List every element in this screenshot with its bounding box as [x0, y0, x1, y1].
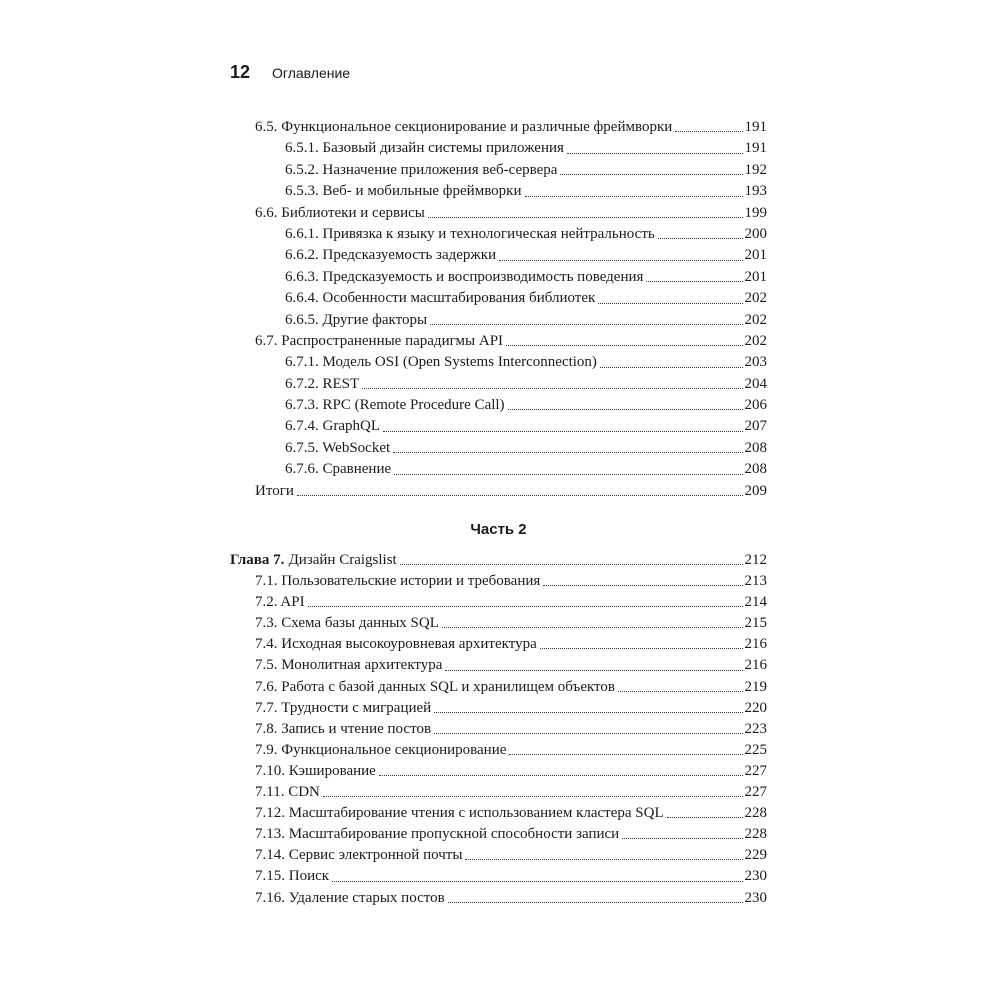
entry-text: 7.7. Трудности с миграцией: [255, 699, 432, 716]
toc-section-entry: [230, 613, 767, 634]
entry-page-number: 223: [744, 720, 767, 737]
entry-page-number: 201: [744, 247, 767, 264]
toc-subsection-entry: [230, 310, 767, 331]
toc-section-entry: [230, 845, 767, 866]
dot-leader: [525, 196, 743, 197]
entry-title: [255, 655, 442, 676]
entry-text: 6.5.3. Веб- и мобильные фреймворки: [285, 183, 522, 200]
entry-page-number: 191: [744, 140, 767, 157]
dot-leader: [445, 670, 742, 671]
entry-page-number: 225: [744, 741, 767, 758]
dot-leader: [383, 431, 743, 432]
toc-section-entry: [230, 866, 767, 887]
entry-page-number: 219: [744, 678, 767, 695]
entry-page-number: 202: [744, 332, 767, 349]
entry-title: [285, 160, 557, 181]
running-head: [230, 62, 350, 83]
entry-text: 6.7.5. WebSocket: [285, 439, 391, 456]
entry-page-number: 204: [744, 375, 767, 392]
entry-title: [285, 416, 380, 437]
toc-section-entry: [230, 203, 767, 224]
toc-section-entry: [230, 803, 767, 824]
toc-subsection-entry: [230, 352, 767, 373]
dot-leader: [567, 153, 743, 154]
entry-title: [255, 203, 425, 224]
entry-text: Итоги: [255, 482, 294, 499]
toc-subsection-entry: [230, 267, 767, 288]
entry-text: 6.7. Распространенные парадигмы API: [255, 332, 504, 349]
entry-title: [255, 740, 506, 761]
entry-text: 7.13. Масштабирование пропускной способности записи: [255, 826, 620, 843]
entry-text: 6.7.4. GraphQL: [285, 418, 380, 435]
entry-title: [255, 845, 462, 866]
entry-page-number: 229: [744, 847, 767, 864]
dot-leader: [499, 260, 742, 261]
entry-title: [285, 267, 643, 288]
dot-leader: [560, 174, 742, 175]
toc-subsection-entry: [230, 395, 767, 416]
entry-title: [285, 181, 522, 202]
dot-leader: [434, 733, 742, 734]
dot-leader: [332, 881, 742, 882]
dot-leader: [434, 712, 742, 713]
entry-text: 7.8. Запись и чтение постов: [255, 720, 432, 737]
toc-section-entry: [230, 761, 767, 782]
entry-page-number: 215: [744, 615, 767, 632]
entry-text: 7.6. Работа с базой данных SQL и хранилищем объектов: [255, 678, 615, 695]
entry-text: 7.10. Кэширование: [255, 762, 376, 779]
toc-section-entry: [230, 655, 767, 676]
entry-page-number: 203: [744, 354, 767, 371]
toc-section-entry: [230, 698, 767, 719]
entry-text: 6.7.1. Модель OSI (Open Systems Interconnection): [285, 354, 597, 371]
entry-title: [255, 677, 615, 698]
dot-leader: [442, 627, 743, 628]
dot-leader: [646, 281, 742, 282]
toc-subsection-entry: [230, 459, 767, 480]
entry-page-number: 208: [744, 439, 767, 456]
entry-page-number: 192: [744, 161, 767, 178]
entry-page-number: 230: [744, 889, 767, 906]
entry-page-number: 202: [744, 311, 767, 328]
toc-subsection-entry: [230, 181, 767, 202]
dot-leader: [540, 648, 743, 649]
entry-title: [285, 245, 496, 266]
toc-section-entry: [230, 634, 767, 655]
dot-leader: [598, 303, 742, 304]
entry-page-number: 220: [744, 699, 767, 716]
entry-text: 6.6.2. Предсказуемость задержки: [285, 247, 497, 264]
dot-leader: [658, 238, 743, 239]
part-heading: Часть 2: [470, 521, 527, 538]
entry-text: 7.14. Сервис электронной почты: [255, 847, 463, 864]
entry-title: [285, 288, 595, 309]
dot-leader: [543, 585, 742, 586]
toc-section-entry: [230, 719, 767, 740]
dot-leader: [622, 838, 742, 839]
entry-page-number: 200: [744, 225, 767, 242]
toc-subsection-entry: [230, 160, 767, 181]
entry-text: 7.11. CDN: [255, 784, 320, 801]
entry-title: [285, 395, 505, 416]
entry-page-number: 193: [744, 183, 767, 200]
entry-text: 7.4. Исходная высокоуровневая архитектура: [255, 636, 537, 653]
dot-leader: [506, 345, 742, 346]
entry-page-number: 213: [744, 573, 767, 590]
entry-title: [255, 613, 439, 634]
entry-title: [230, 550, 397, 571]
entry-text: 6.7.3. RPC (Remote Procedure Call): [285, 397, 505, 414]
toc-subsection-entry: [230, 416, 767, 437]
entry-text: 6.5.1. Базовый дизайн системы приложения: [285, 140, 564, 157]
dot-leader: [428, 217, 743, 218]
entry-title: [255, 782, 320, 803]
toc-section-entry: [230, 592, 767, 613]
entry-page-number: 227: [744, 762, 767, 779]
toc-section-entry: [230, 677, 767, 698]
entry-page-number: 209: [744, 482, 767, 499]
chapter-label: Глава 7.: [230, 552, 285, 568]
toc-subsection-entry: [230, 438, 767, 459]
entry-page-number: 228: [744, 826, 767, 843]
entry-title: [255, 698, 431, 719]
toc-section-entry: [230, 481, 767, 502]
entry-text: 7.5. Монолитная архитектура: [255, 657, 443, 674]
entry-text: 7.2. API: [255, 594, 305, 611]
toc-section-entry: [230, 740, 767, 761]
entry-text: 6.6.3. Предсказуемость и воспроизводимость поведения: [285, 268, 644, 285]
toc-subsection-entry: [230, 374, 767, 395]
entry-page-number: 202: [744, 290, 767, 307]
entry-page-number: 216: [744, 657, 767, 674]
toc-subsection-entry: [230, 245, 767, 266]
toc-subsection-entry: [230, 224, 767, 245]
entry-title: [255, 481, 294, 502]
dot-leader: [618, 691, 743, 692]
entry-title: [255, 331, 503, 352]
entry-text: 6.7.2. REST: [285, 375, 360, 392]
page-number: 12: [230, 62, 251, 82]
entry-page-number: 207: [744, 418, 767, 435]
toc-part-1-list: [230, 117, 767, 502]
entry-title: [285, 138, 564, 159]
toc-section-entry: [230, 824, 767, 845]
toc-chapter-entry: [230, 550, 767, 571]
dot-leader: [393, 452, 742, 453]
dot-leader: [362, 388, 742, 389]
entry-page-number: 199: [744, 204, 767, 221]
entry-text: 7.9. Функциональное секционирование: [255, 741, 507, 758]
entry-text: 7.12. Масштабирование чтения с использованием кластера SQL: [255, 805, 664, 822]
toc-section-entry: [230, 571, 767, 592]
toc-subsection-entry: [230, 138, 767, 159]
toc-section-entry: [230, 782, 767, 803]
dot-leader: [667, 817, 743, 818]
dot-leader: [379, 775, 743, 776]
toc-part-2-list: [230, 550, 767, 909]
entry-text: 6.7.6. Сравнение: [285, 461, 392, 478]
toc-section-entry: [230, 331, 767, 352]
entry-page-number: 214: [744, 594, 767, 611]
dot-leader: [600, 367, 743, 368]
running-title: Оглавление: [272, 65, 351, 81]
entry-text: 7.1. Пользовательские истории и требования: [255, 573, 541, 590]
entry-title: [255, 824, 619, 845]
entry-title: [255, 761, 376, 782]
dot-leader: [508, 409, 743, 410]
entry-title: [255, 592, 305, 613]
dot-leader: [509, 754, 742, 755]
dot-leader: [308, 606, 743, 607]
entry-text: 6.6. Библиотеки и сервисы: [255, 204, 425, 221]
entry-title: [255, 719, 431, 740]
entry-title: [255, 803, 664, 824]
dot-leader: [448, 902, 743, 903]
entry-title: [255, 634, 537, 655]
entry-title: [285, 310, 427, 331]
dot-leader: [297, 495, 743, 496]
toc-section-entry: [230, 888, 767, 909]
entry-page-number: 206: [744, 397, 767, 414]
entry-text: 7.3. Схема базы данных SQL: [255, 615, 439, 632]
dot-leader: [394, 474, 742, 475]
dot-leader: [323, 796, 743, 797]
toc-subsection-entry: [230, 288, 767, 309]
entry-title: [285, 438, 390, 459]
entry-text: 7.16. Удаление старых постов: [255, 889, 445, 906]
entry-title: [255, 866, 329, 887]
entry-page-number: 191: [744, 119, 767, 135]
entry-page-number: 201: [744, 268, 767, 285]
dot-leader: [675, 131, 742, 132]
entry-page-number: 228: [744, 805, 767, 822]
entry-text: 6.5. Функциональное секционирование и различные фреймворки: [255, 119, 673, 135]
entry-title: [285, 224, 655, 245]
toc-section-entry: [230, 117, 767, 138]
dot-leader: [430, 324, 742, 325]
dot-leader: [400, 564, 743, 565]
dot-leader: [465, 859, 742, 860]
entry-text: 6.5.2. Назначение приложения веб-сервера: [285, 161, 558, 178]
entry-title: [285, 352, 597, 373]
entry-text: 6.6.4. Особенности масштабирования библиотек: [285, 290, 596, 307]
entry-title: [255, 571, 540, 592]
entry-page-number: 230: [744, 868, 767, 885]
entry-title: [255, 888, 445, 909]
entry-text: Дизайн Craigslist: [288, 552, 397, 568]
entry-page-number: 227: [744, 784, 767, 801]
entry-text: 6.6.5. Другие факторы: [285, 311, 428, 328]
entry-title: [285, 374, 359, 395]
entry-page-number: 212: [744, 552, 767, 568]
entry-page-number: 216: [744, 636, 767, 653]
entry-title: [285, 459, 391, 480]
entry-text: 7.15. Поиск: [255, 868, 330, 885]
entry-title: [255, 117, 672, 138]
entry-text: 6.6.1. Привязка к языку и технологическая нейтральность: [285, 225, 655, 242]
entry-page-number: 208: [744, 461, 767, 478]
